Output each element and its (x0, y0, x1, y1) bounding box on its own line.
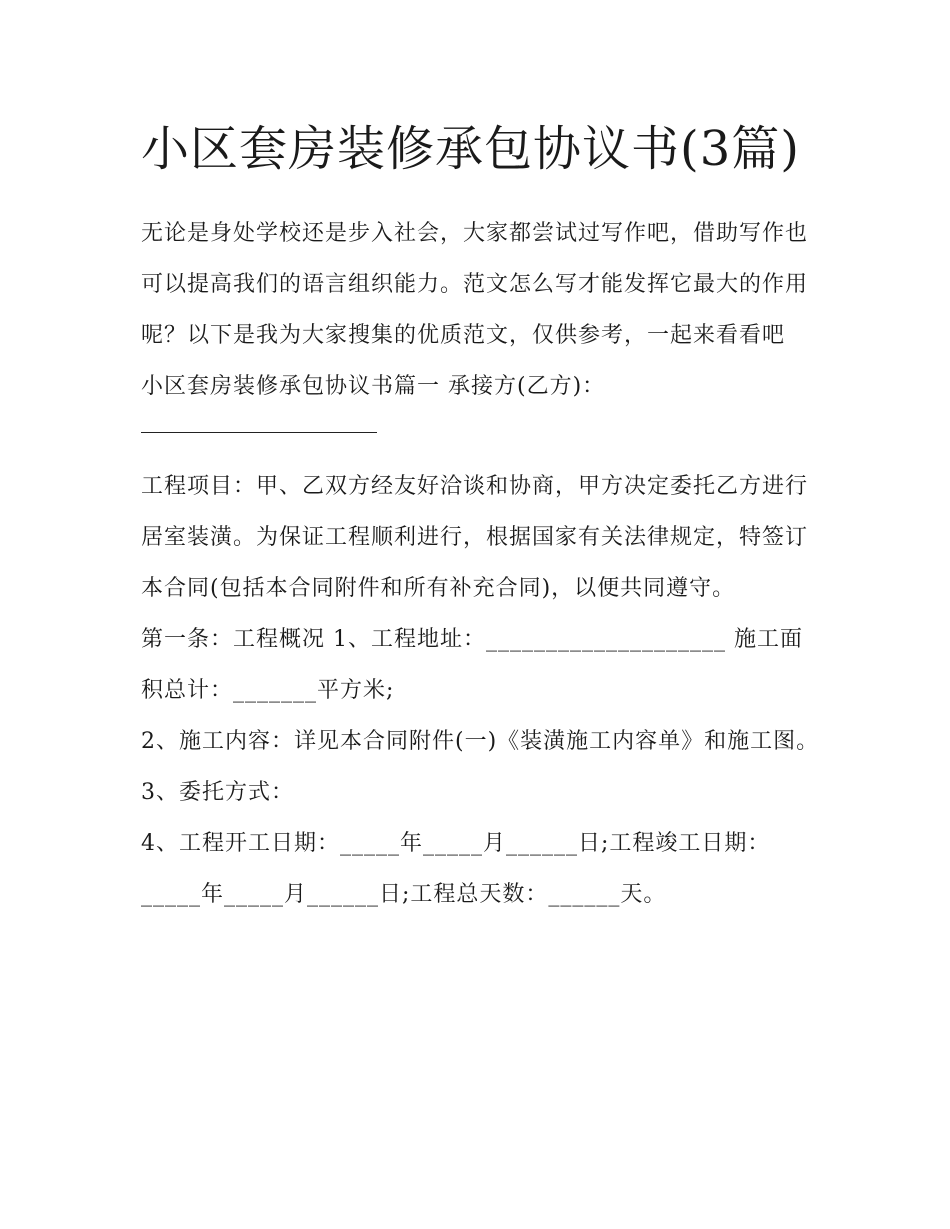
item2-paragraph: 2、施工内容：详见本合同附件(一)《装潢施工内容单》和施工图。 3、委托方式： (141, 729, 820, 805)
project-item-paragraph: 工程项目：甲、乙双方经友好洽谈和协商，甲方决定委托乙方进行居室装潢。为保证工程顺利进行，根据国家有关法律规定，特签订本合同(包括本合同附件和所有补充合同)，以便共同遵守。 (141, 474, 809, 601)
document-title: 小区套房装修承包协议书(3篇) (141, 121, 800, 177)
article1-paragraph: 第一条：工程概况 1、工程地址：____________________ 施工面积总计：_______平方米; (141, 627, 803, 703)
signature-blank-line (141, 432, 377, 433)
section1-heading: 小区套房装修承包协议书篇一 承接方(乙方)： (141, 374, 606, 399)
item4-paragraph: 4、工程开工日期：_____年_____月______日;工程竣工日期：_____年_____月______日;工程总天数：______天。 (141, 831, 771, 907)
document-page (141, 110, 821, 920)
intro-paragraph: 无论是身处学校还是步入社会，大家都尝试过写作吧，借助写作也可以提高我们的语言组织能力。范文怎么写才能发挥它最大的作用呢？以下是我为大家搜集的优质范文，仅供参考，一起来看看吧 (141, 221, 809, 348)
